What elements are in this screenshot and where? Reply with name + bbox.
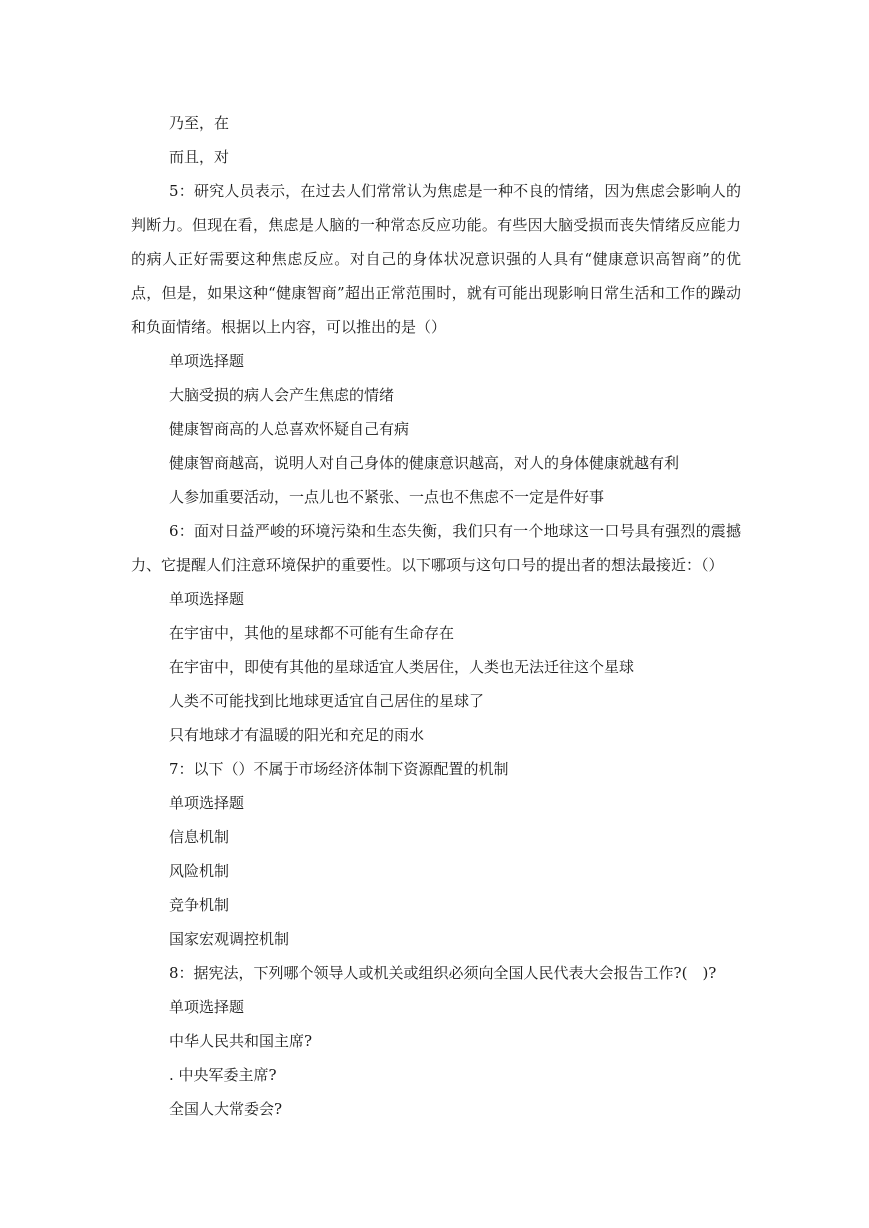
question-type-label: 单项选择题 [169,590,245,608]
question-5-stem: 5：研究人员表示，在过去人们常常认为焦虑是一种不良的情绪，因为焦虑会影响人的判断力。但现在看，焦虑是人脑的一种常态反应功能。有些因大脑受损而丧失情绪反应能力的病人正好需要这种焦虑反应。对自己的身体状况意识强的人具有“健康意识高智商”的优点，但是，如果这种“健康智商”超出正常范围时，就有可能出现影响日常生活和工作的躁动和负面情绪。根据以上内容，可以推出的是（） [131,182,741,336]
option: 大脑受损的病人会产生焦虑的情绪 [169,386,395,404]
option: 全国人大常委会? [169,1100,283,1118]
option: 健康智商高的人总喜欢怀疑自己有病 [169,420,410,438]
option: 人参加重要活动，一点儿也不紧张、一点也不焦虑不一定是件好事 [169,488,605,506]
option: 国家宏观调控机制 [169,930,290,948]
option: 在宇宙中，其他的星球都不可能有生命存在 [169,624,455,642]
option: 信息机制 [169,828,230,846]
option: 人类不可能找到比地球更适宜自己居住的星球了 [169,692,485,710]
question-8-stem: 8：据宪法，下列哪个领导人或机关或组织必须向全国人民代表大会报告工作?( )? [169,964,717,982]
option: 中华人民共和国主席? [169,1032,313,1050]
text-line: 乃至，在 [169,114,230,132]
option: 竞争机制 [169,896,230,914]
question-6-stem: 6：面对日益严峻的环境污染和生态失衡，我们只有一个地球这一口号具有强烈的震撼力、它提醒人们注意环境保护的重要性。以下哪项与这句口号的提出者的想法最接近：（） [131,522,741,574]
question-type-label: 单项选择题 [169,352,245,370]
question-type-label: 单项选择题 [169,794,245,812]
option: . 中央军委主席? [169,1066,277,1084]
option: 在宇宙中，即使有其他的星球适宜人类居住，人类也无法迁往这个星球 [169,658,635,676]
question-7-stem: 7：以下（）不属于市场经济体制下资源配置的机制 [169,760,509,778]
text-line: 而且，对 [169,148,230,166]
option: 风险机制 [169,862,230,880]
document-body [131,106,741,1126]
question-type-label: 单项选择题 [169,998,245,1016]
option: 只有地球才有温暖的阳光和充足的雨水 [169,726,425,744]
option: 健康智商越高，说明人对自己身体的健康意识越高，对人的身体健康就越有利 [169,454,680,472]
